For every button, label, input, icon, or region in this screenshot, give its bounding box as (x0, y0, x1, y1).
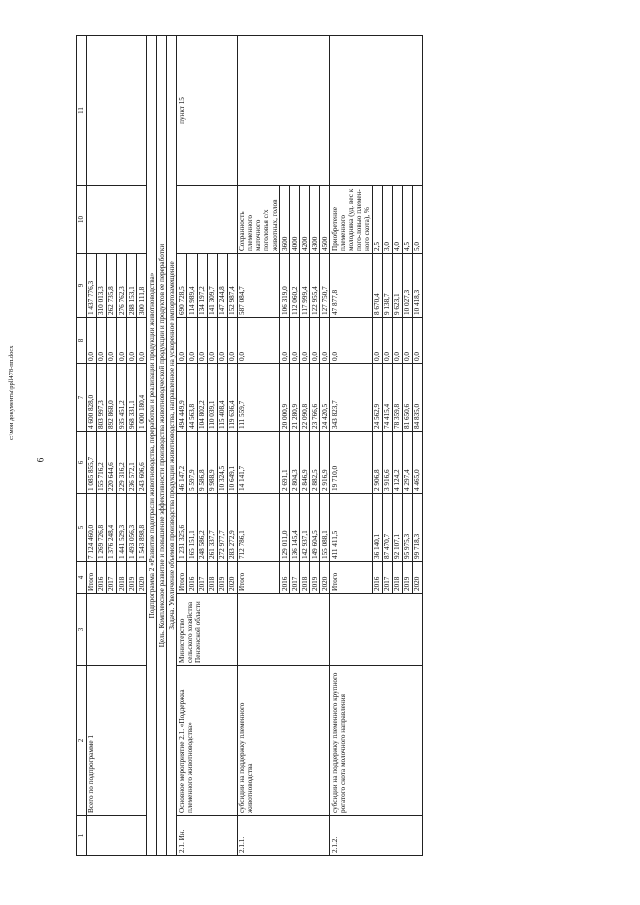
indicator-text: Сохранность племенного маточного поголовья с/х животных, голов (237, 186, 279, 254)
table-row: 2017 248 586,2 9 586,8 104 802,2 0,0 134 197,2 (197, 36, 207, 856)
table-row: 2019 272 977,7 10 324,5 115 408,4 0,0 147 244,8 (217, 36, 227, 856)
col-header: 11 (77, 36, 87, 186)
item-extra: пункт 15 (177, 36, 237, 186)
item-name: субсидии на поддержку племенного крупного рогатого скота молочного направления (330, 666, 423, 816)
col-header: 10 (77, 186, 87, 254)
table-row: 2019 1 493 056,3 236 572,1 968 331,1 0,0 288 153,1 (127, 36, 137, 856)
goal-text: Цель. Комплексное развитие и повышение эффективности производства животноводческой продукции и продуктов ее переработки (157, 36, 167, 856)
col-header: 5 (77, 494, 87, 562)
item-name: субсидии на поддержку племенного животноводства (237, 666, 330, 816)
band-row (167, 36, 177, 856)
col-header: 9 (77, 254, 87, 318)
task-text: Задача. Увеличение объемов производства продукции животноводства, направленное на ускоренное импортозамещение (167, 36, 177, 856)
item-executor: Министерство сельского хозяйства Пензенской области (177, 594, 237, 666)
band-row (157, 36, 167, 856)
col-header: 3 (77, 594, 87, 666)
table-row: 2018 92 107,1 4 124,2 78 359,8 0,0 9 623,1 4,0 (392, 36, 402, 856)
col-header: 8 (77, 318, 87, 364)
budget-table (76, 35, 423, 856)
table-row: 2020 283 272,9 10 649,1 119 636,4 0,0 152 987,4 (227, 36, 237, 856)
col-header: 2 (77, 666, 87, 816)
table-row: 2.1.2. субсидии на поддержку племенного крупного рогатого скота молочного направления Итого 411 411,5 19 710,0 343 823,7 0,0 47 877,8 Приобретение племенного молодняка (уд. вес к пого-ловью племен-ного скота), % (330, 36, 372, 856)
band-row (147, 36, 157, 856)
col-header: 7 (77, 364, 87, 432)
table-row: 2019 149 604,5 2 882,5 23 766,6 0,0 122 955,4 4300 (310, 36, 320, 856)
item-code: 2.1.2. (330, 816, 423, 856)
total-label: Всего по подпрограмме 1 (86, 666, 146, 816)
table-row: 2020 99 718,3 4 465,0 84 835,0 0,0 10 418,3 5,0 (412, 36, 422, 856)
item-name: Основное мероприятие 2.1. «Поддержка племенного животноводства» (177, 666, 237, 816)
table-row: 2016 36 140,1 2 906,8 24 562,9 0,0 8 670,4 2,5 (372, 36, 382, 856)
col-header: 4 (77, 562, 87, 594)
table-row: 2016 165 151,1 5 597,9 44 563,8 0,0 114 989,4 (187, 36, 197, 856)
table-row: 2018 261 337,7 9 988,9 110 039,1 0,0 141 309,7 (207, 36, 217, 856)
indicator-text: Приобретение племенного молодняка (уд. вес к пого-ловью племен-ного скота), % (330, 186, 372, 254)
header-row (77, 36, 87, 856)
table-row: 2016 129 011,0 2 691,1 20 000,9 0,0 106 319,0 3600 (280, 36, 290, 856)
table-row: 2.1.1. субсидии на поддержку племенного животноводства Итого 712 786,1 14 141,7 111 559,7 0,0 587 084,7 Сохранность племенного маточного поголовья с/х животных, голов (237, 36, 279, 856)
table-row: 2017 87 470,7 3 916,6 74 415,4 0,0 9 138,7 3,0 (382, 36, 392, 856)
col-header: 1 (77, 816, 87, 856)
table-row: 2018 142 937,1 2 846,9 22 090,8 0,0 117 999,4 4200 (300, 36, 310, 856)
rotated-sheet (76, 0, 636, 856)
col-header: 6 (77, 432, 87, 494)
footer-path: c:\мои документы\ppll478-пп.docx (8, 345, 15, 440)
table-row: 2016 1 269 726,8 155 716,2 803 997,3 0,0 310 013,3 (96, 36, 106, 856)
table-row: 2020 1 543 898,8 243 606,6 1 000 180,4 0,0 300 111,8 (137, 36, 147, 856)
table-row: 2020 155 088,1 2 916,9 24 420,5 0,0 127 750,7 4500 (320, 36, 330, 856)
table-row: 2017 136 145,4 2 804,3 21 280,9 0,0 112 060,2 4000 (290, 36, 300, 856)
table-row: 2.1. Ин. Основное мероприятие 2.1. «Поддержка племенного животноводства» Министерство сельского хозяйства Пензенской области Итого 1 231 325,6 46 147,2 494 449,9 0,0 690 728,5 пункт 15 (177, 36, 187, 856)
table-row: 2019 95 975,3 4 297,4 81 650,6 0,0 10 027,3 4,5 (402, 36, 412, 856)
item-code: 2.1. Ин. (177, 816, 237, 856)
table-row: 2018 1 441 529,3 229 316,2 935 451,2 0,0 276 762,3 (117, 36, 127, 856)
page-number: 6 (35, 457, 46, 463)
table-row: 2017 1 376 248,4 220 644,6 892 868,0 0,0 262 735,8 (106, 36, 116, 856)
subprogram-title: Подпрограмма 2 «Развитие подотрасли животноводства, переработки и реализации продукции животноводства» (147, 36, 157, 856)
item-code: 2.1.1. (237, 816, 330, 856)
table-row: Всего по подпрограмме 1 Итого 7 124 460,0 1 085 855,7 4 600 828,0 0,0 1 437 776,3 (86, 36, 96, 856)
